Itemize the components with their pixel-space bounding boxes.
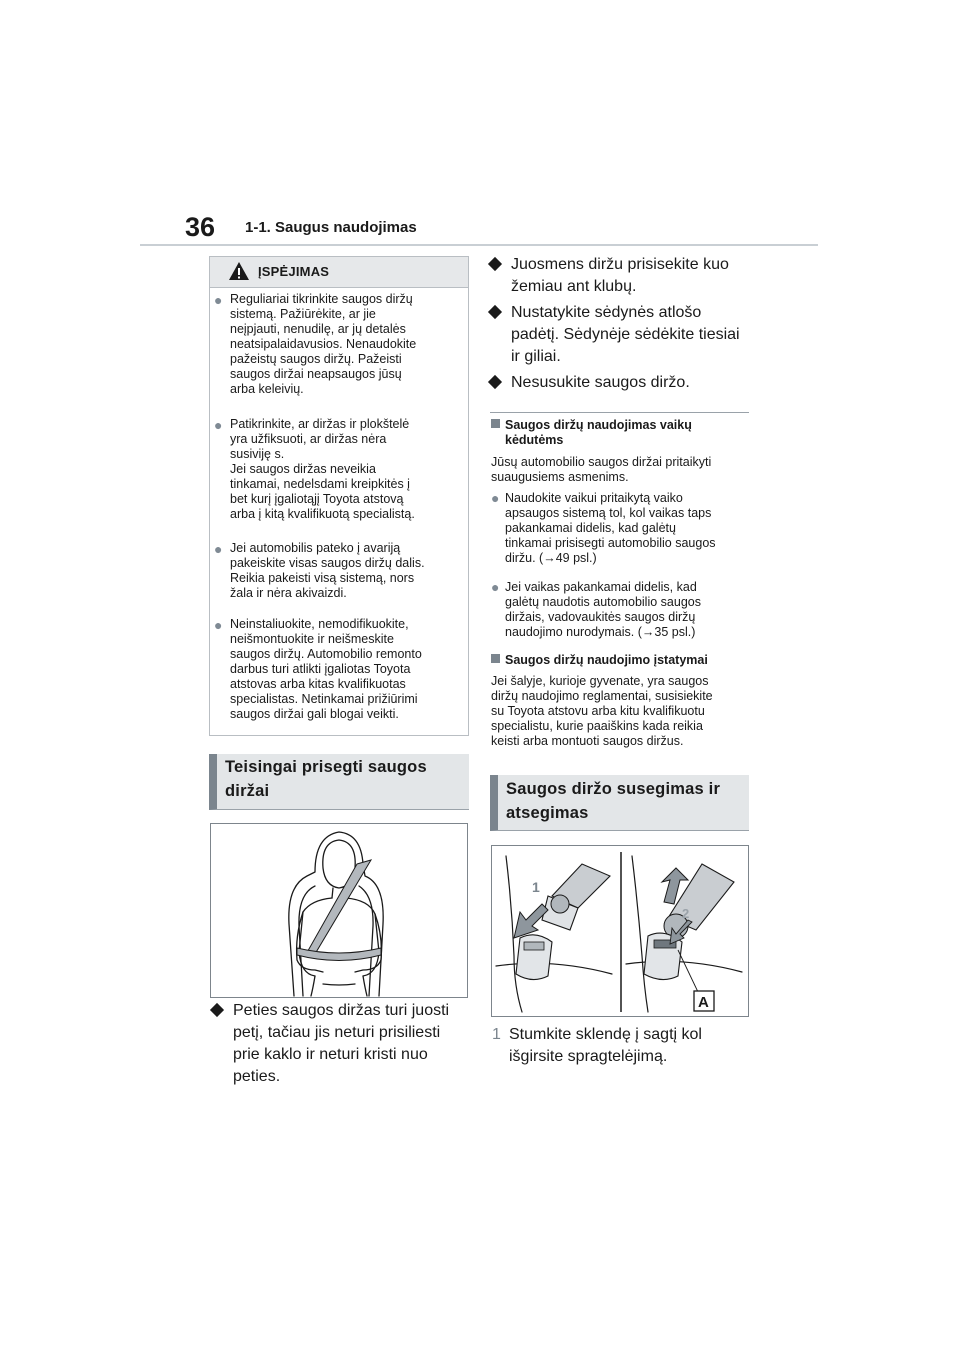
- figure-label-a: A: [698, 994, 709, 1011]
- lap-belt-note: [490, 254, 760, 298]
- bullet-icon: ●: [214, 617, 223, 633]
- child-seat-heading: [491, 418, 753, 448]
- warning-line: pakeiskite visas saugos diržų dalis.: [230, 556, 425, 570]
- warning-line: saugos diržų. Automobilio remonto: [230, 647, 422, 661]
- text-line: Stumkite sklendę į sagtį kol: [509, 1026, 702, 1043]
- text-line: diržais, vadovaukitės saugos diržų: [505, 610, 696, 624]
- warning-line: saugos diržai neapsaugos jūsų: [230, 367, 402, 381]
- warning-item: [214, 617, 464, 722]
- diamond-bullet-icon: [210, 1003, 224, 1017]
- text-line: naudojimo nurodymais. (→35 psl.): [505, 625, 696, 639]
- text-line: tinkamai prisisegti automobilio saugos: [505, 536, 716, 550]
- warning-line: bet kurį įgaliotąjį Toyota atstovą: [230, 492, 404, 506]
- text-line: prie kaklo ir neturi kristi nuo: [233, 1046, 428, 1063]
- bullet-icon: ●: [491, 579, 500, 595]
- text-line: Peties saugos diržas turi juosti: [233, 1002, 450, 1019]
- text-line: su Toyota atstovu arba kitu kvalifikuotu: [491, 704, 705, 718]
- warning-line: žala ir nėra akivaizdi.: [230, 586, 347, 600]
- warning-item: [214, 417, 464, 522]
- seatbelt-figure: [210, 823, 468, 998]
- header-divider: [140, 244, 818, 246]
- text-line: galėtų naudotis automobilio saugos: [505, 595, 701, 609]
- warning-line: darbus turi atlikti įgaliotas Toyota: [230, 662, 411, 676]
- warning-line: susiviję s.: [230, 447, 285, 461]
- text-line: žemiau ant klubų.: [511, 278, 637, 295]
- warning-box: [209, 256, 469, 736]
- text-line: išgirsite spragtelėjimą.: [509, 1048, 668, 1065]
- warning-line: tinkamai, nedelsdami kreipkitės į: [230, 477, 410, 491]
- warning-line: specialistas. Netinkamai prižiūrimi: [230, 692, 418, 706]
- text-line: padėtį. Sėdynėje sėdėkite tiesiai: [511, 326, 740, 343]
- bullet-icon: ●: [214, 292, 223, 308]
- diamond-bullet-icon: [488, 257, 502, 271]
- section-heading-line: diržai: [225, 782, 270, 800]
- buckle-illustration: [492, 846, 748, 1016]
- step-1: [492, 1024, 762, 1068]
- step-number: 1: [492, 1026, 501, 1043]
- page-number: 36: [185, 212, 216, 242]
- diamond-bullet-icon: [488, 305, 502, 319]
- seated-person-illustration: [211, 824, 467, 997]
- section-heading-buckle: [490, 775, 749, 831]
- seat-position-note: [490, 302, 760, 368]
- text-line: Jei šalyje, kurioje gyvenate, yra saugos: [491, 674, 709, 688]
- warning-line: atstovas arba kitas kvalifikuotas: [230, 677, 406, 691]
- text-line: Saugos diržų naudojimo įstatymai: [491, 653, 753, 668]
- regulations-heading: [491, 653, 753, 668]
- child-seat-item: [491, 491, 753, 566]
- text-line: suaugusiems asmenims.: [491, 470, 629, 484]
- text-line: Naudokite vaikui pritaikytą vaiko: [505, 491, 683, 505]
- text-line: Nustatykite sėdynės atlošo: [511, 304, 702, 321]
- warning-line: saugos diržai gali blogai veikti.: [230, 707, 399, 721]
- warning-line: pažeistų saugos diržų. Pažeisti: [230, 352, 402, 366]
- warning-item: [214, 541, 464, 601]
- text-line: peties.: [233, 1068, 281, 1085]
- text-line: pakankamai didelis, kad galėtų: [505, 521, 676, 535]
- warning-item: [214, 292, 464, 397]
- section-heading-line: Teisingai prisegti saugos: [225, 758, 427, 776]
- warning-title-bar: [210, 257, 468, 288]
- text-line: keisti arba montuoti saugos diržus.: [491, 734, 684, 748]
- figure-label-2: 2: [682, 906, 690, 921]
- text-line: Jūsų automobilio saugos diržai pritaikyti: [491, 455, 712, 469]
- shoulder-belt-note: [212, 1000, 472, 1088]
- warning-line: yra užfiksuoti, ar diržas nėra: [230, 432, 387, 446]
- section-heading-line: atsegimas: [506, 804, 589, 822]
- text-line: kėdutėms: [505, 433, 564, 447]
- warning-line: Jei automobilis pateko į avariją: [230, 541, 401, 555]
- text-line: specialistu, kurie paaiškins kada reikia: [491, 719, 703, 733]
- section-header: 1-1. Saugus naudojimas: [245, 219, 417, 236]
- child-seat-intro: [491, 455, 753, 485]
- square-bullet-icon: [491, 419, 500, 428]
- warning-line: Neinstaliuokite, nemodifikuokite,: [230, 617, 409, 631]
- warning-line: neišmontuokite ir neišmeskite: [230, 632, 394, 646]
- warning-title: ĮSPĖJIMAS: [258, 264, 330, 279]
- warning-line: arba į kitą kvalifikuotą specialistą.: [230, 507, 415, 521]
- text-line: apsaugos sistemą tol, kol vaikas taps: [505, 506, 712, 520]
- text-line: Juosmens diržu prisisekite kuo: [511, 256, 729, 273]
- warning-line: neįpjauti, nenudilę, ar jų detalės: [230, 322, 406, 336]
- diamond-bullet-icon: [488, 375, 502, 389]
- text-line: diržu. (→49 psl.): [505, 551, 597, 565]
- warning-line: Jei saugos diržas neveikia: [230, 462, 376, 476]
- no-twist-note: [490, 372, 760, 394]
- warning-line: Reguliariai tikrinkite saugos diržų: [230, 292, 413, 306]
- text-line: petį, tačiau jis neturi prisiliesti: [233, 1024, 441, 1041]
- subsection-divider: [490, 412, 749, 413]
- bullet-icon: ●: [491, 490, 500, 506]
- warning-line: Patikrinkite, ar diržas ir plokštelė: [230, 417, 410, 431]
- warning-icon: [228, 261, 250, 281]
- warning-line: arba keleivių.: [230, 382, 304, 396]
- text-line: Saugos diržų naudojimas vaikų: [491, 418, 753, 433]
- bullet-icon: ●: [214, 541, 223, 557]
- regulations-text: [491, 674, 753, 749]
- warning-line: sistemą. Pažiūrėkite, ar jie: [230, 307, 376, 321]
- text-line: Jei vaikas pakankamai didelis, kad: [505, 580, 697, 594]
- text-line: ir giliai.: [511, 348, 561, 365]
- buckle-figure: [491, 845, 749, 1017]
- figure-label-1: 1: [532, 879, 540, 895]
- text-line: Nesusukite saugos diržo.: [511, 374, 690, 391]
- bullet-icon: ●: [214, 417, 223, 433]
- text-line: diržų naudojimo reglamentai, susisiekite: [491, 689, 713, 703]
- section-heading-line: Saugos diržo susegimas ir: [506, 780, 721, 798]
- warning-line: Reikia pakeisti visą sistemą, nors: [230, 571, 415, 585]
- section-heading-seatbelt: [209, 754, 469, 810]
- square-bullet-icon: [491, 654, 500, 663]
- warning-line: neatsipalaidavusios. Nenaudokite: [230, 337, 417, 351]
- child-seat-item: [491, 580, 753, 640]
